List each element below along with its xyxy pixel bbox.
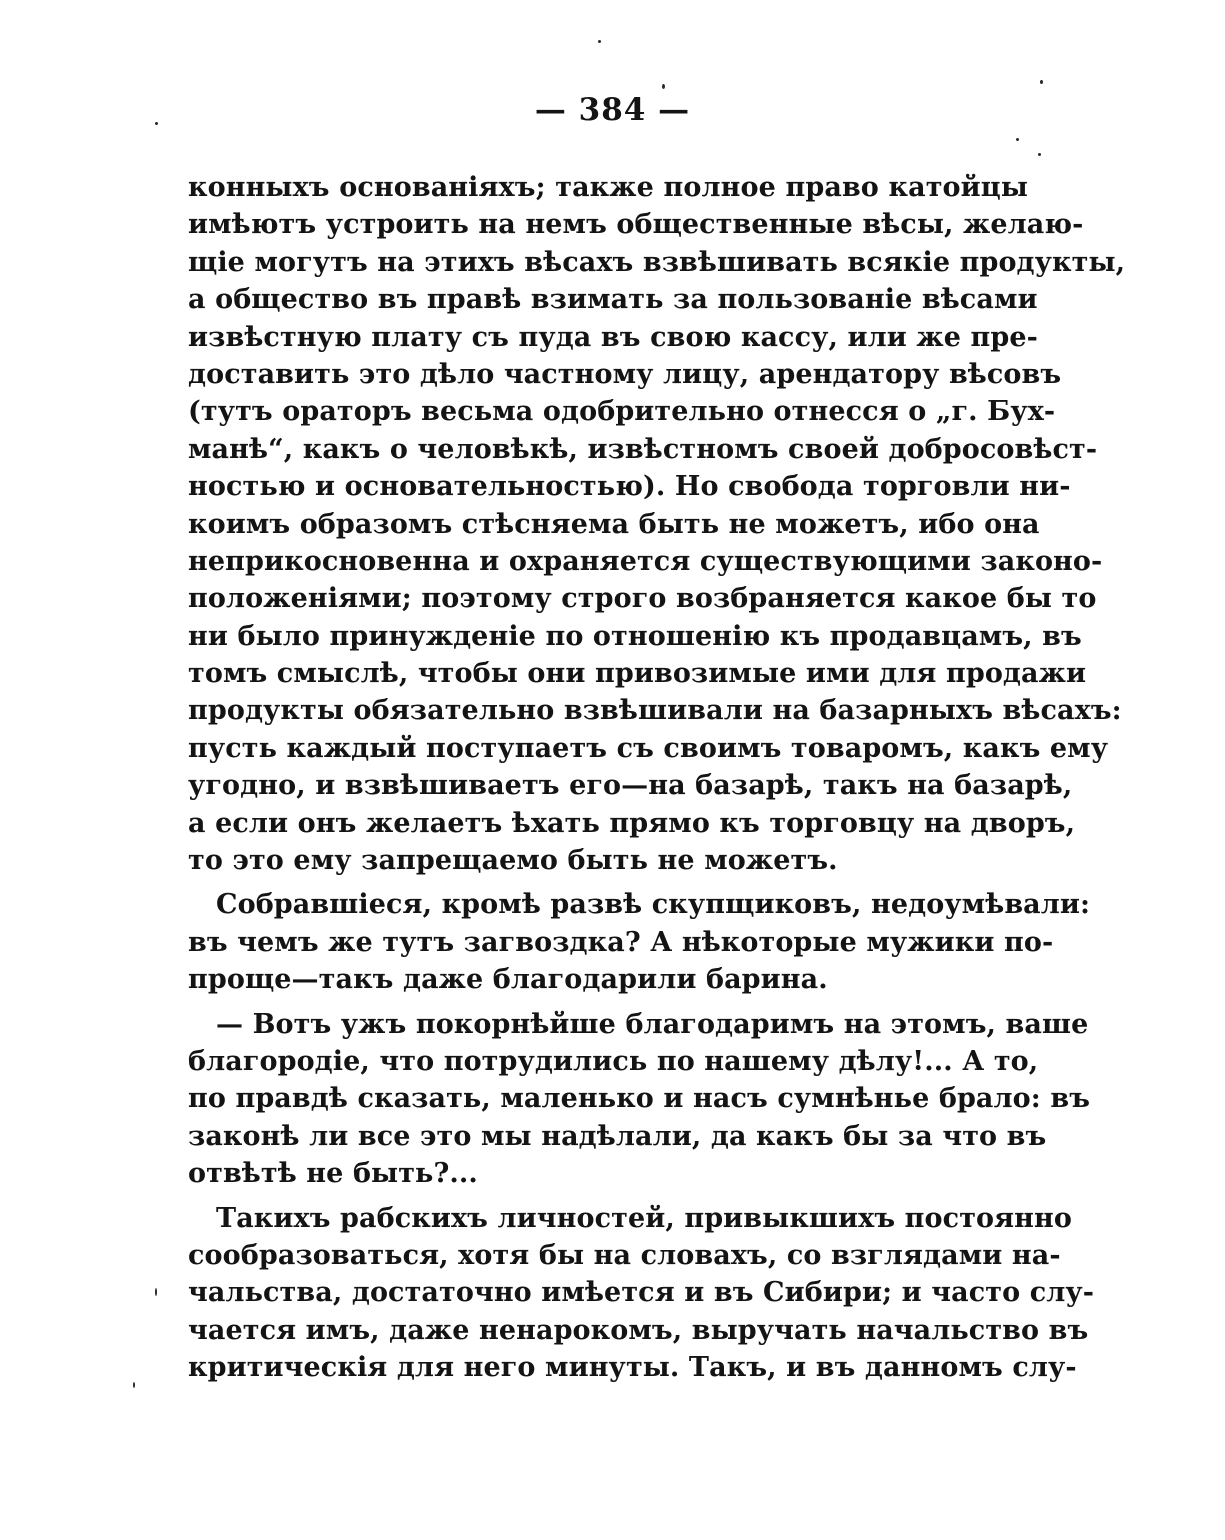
text-line: благородіе, что потрудились по нашему дѣлу!... А то, <box>188 1045 1039 1077</box>
text-line: извѣстную плату съ пуда въ свою кассу, или же пре- <box>188 321 1038 353</box>
text-line: критическія для него минуты. Такъ, и въ данномъ слу- <box>188 1352 1077 1384</box>
text-line: манѣ“, какъ о человѣкѣ, извѣстномъ своей добросовѣст- <box>188 433 1098 465</box>
text-line: чается имъ, даже ненарокомъ, выручать начальство въ <box>188 1314 1089 1346</box>
text-line: отвѣтѣ не быть?... <box>188 1158 478 1190</box>
paragraph-gap <box>188 879 1028 886</box>
scan-speck <box>155 122 158 125</box>
scan-speck <box>1016 138 1019 141</box>
text-line: коимъ образомъ стѣсняема быть не можетъ, ибо она <box>188 508 1040 540</box>
text-line: щіе могутъ на этихъ вѣсахъ взвѣшивать всякіе продукты, <box>188 246 1126 278</box>
text-line: Такихъ рабскихъ личностей, привыкшихъ постоянно <box>216 1202 1073 1234</box>
scan-speck <box>155 1288 157 1296</box>
paragraph-gap <box>188 999 1028 1006</box>
text-line: законѣ ли все это мы надѣлали, да какъ бы за что въ <box>188 1120 1047 1152</box>
body-text <box>188 169 1126 1387</box>
scan-speck <box>1040 80 1043 84</box>
text-line: положеніями; поэтому строго возбраняется какое бы то <box>188 583 1097 615</box>
text-line: доставить это дѣло частному лицу, арендатору вѣсовъ <box>188 358 1062 390</box>
paragraph <box>188 886 1091 998</box>
text-line: а общество въ правѣ взимать за пользованіе вѣсами <box>188 284 1038 316</box>
paragraph <box>188 1006 1091 1193</box>
text-line: ностью и основательностью). Но свобода торговли ни- <box>188 471 1071 503</box>
text-line: пусть каждый поступаетъ съ своимъ товаромъ, какъ ему <box>188 732 1109 764</box>
paragraph-gap <box>188 1193 1028 1200</box>
scan-speck <box>662 84 665 89</box>
text-line: (тутъ ораторъ весьма одобрительно отнесся о „г. Бух- <box>188 396 1056 428</box>
scan-speck <box>133 1382 135 1388</box>
paragraph <box>188 169 1126 879</box>
text-line: а если онъ желаетъ ѣхать прямо къ торговцу на дворъ, <box>188 807 1076 839</box>
text-line: неприкосновенна и охраняется существующими законо- <box>188 545 1103 577</box>
text-line: угодно, и взвѣшиваетъ его—на базарѣ, такъ на базарѣ, <box>188 770 1073 802</box>
text-line: имѣютъ устроить на немъ общественные вѣсы, желаю- <box>188 209 1084 241</box>
text-line: то это ему запрещаемо быть не можетъ. <box>188 845 838 877</box>
text-line: въ чемъ же тутъ загвоздка? А нѣкоторые мужики по- <box>188 926 1054 958</box>
text-line: ни было принужденіе по отношенію къ продавцамъ, въ <box>188 620 1082 652</box>
text-line: томъ смыслѣ, чтобы они привозимые ими для продажи <box>188 658 1087 690</box>
text-line: по правдѣ сказать, маленько и насъ сумнѣнье брало: въ <box>188 1083 1091 1115</box>
page-number: — 384 — <box>534 92 691 128</box>
text-line: Собравшіеся, кромѣ развѣ скупщиковъ, недоумѣвали: <box>216 889 1091 921</box>
scan-speck <box>1038 153 1041 156</box>
text-line: — Вотъ ужъ покорнѣйше благодаримъ на этомъ, ваше <box>216 1008 1089 1040</box>
text-line: сообразоваться, хотя бы на словахъ, со взглядами на- <box>188 1239 1061 1271</box>
text-line: чальства, достаточно имѣется и въ Сибири; и часто слу- <box>188 1277 1095 1309</box>
text-line: проще—такъ даже благодарили барина. <box>188 964 828 996</box>
text-line: конныхъ основаніяхъ; также полное право катойцы <box>188 172 1028 203</box>
paragraph <box>188 1200 1095 1387</box>
text-line: продукты обязательно взвѣшивали на базарныхъ вѣсахъ: <box>188 695 1122 727</box>
scan-speck <box>598 40 601 43</box>
